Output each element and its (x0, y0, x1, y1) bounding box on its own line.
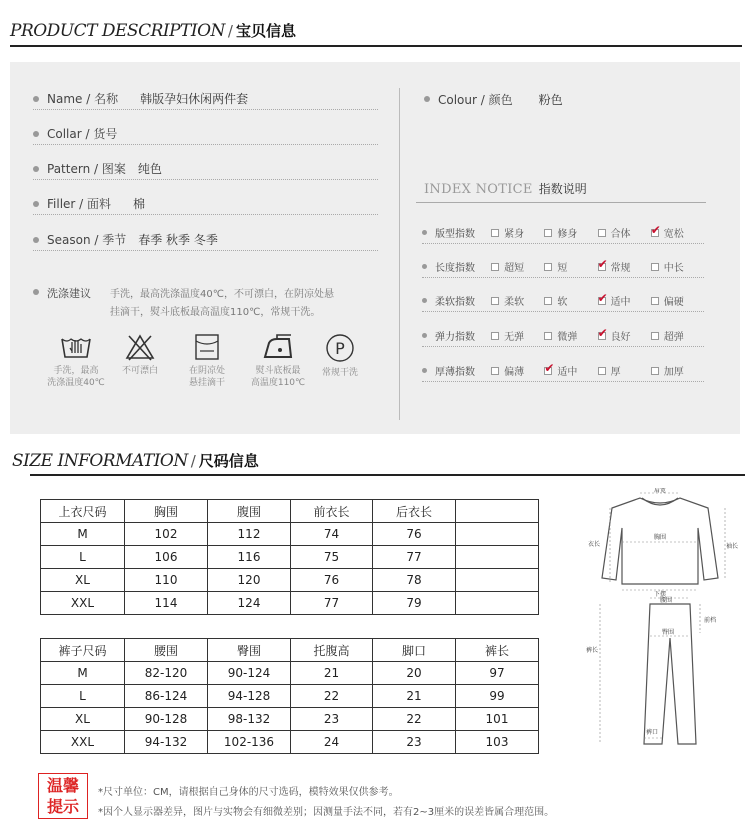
index-option (544, 259, 597, 274)
index-option (598, 293, 651, 308)
table-cell: 21 (291, 662, 373, 685)
table-cell: 75 (291, 546, 373, 569)
checkmark-icon (651, 229, 659, 237)
table-cell: 22 (373, 708, 456, 731)
index-option (491, 259, 544, 274)
checkmark-icon (598, 297, 606, 305)
table-cell: 90-128 (125, 708, 208, 731)
dry-clean-icon (323, 333, 357, 363)
table-cell: 112 (208, 523, 291, 546)
option-label: 中长 (663, 263, 684, 274)
bullet-icon (33, 237, 39, 243)
attr-name (33, 88, 378, 110)
checkbox-icon (598, 229, 606, 237)
option-label: 紧身 (504, 229, 525, 240)
index-row (422, 290, 704, 312)
table-cell: 22 (291, 685, 373, 708)
table-cell: 23 (373, 731, 456, 754)
bullet-icon (422, 298, 427, 303)
bullet-icon (424, 96, 430, 102)
index-option (651, 293, 704, 308)
bullet-icon (422, 333, 427, 338)
table-row (41, 569, 539, 592)
attr-colour (424, 88, 709, 110)
table-cell: L (41, 685, 125, 708)
care-caption: 手洗，最高 (53, 366, 99, 376)
checkbox-icon (491, 367, 499, 375)
table-header-cell: 腰围 (125, 639, 208, 662)
table-cell (456, 546, 539, 569)
care-caption: 熨斗底板最 (255, 366, 301, 376)
checkbox-icon (544, 229, 552, 237)
care-caption: 洗涤温度40℃ (47, 378, 105, 388)
option-label: 厚 (610, 367, 621, 378)
product-description-title (10, 20, 296, 41)
table-row (41, 546, 539, 569)
table-header-cell: 腹围 (208, 500, 291, 523)
bullet-icon (33, 166, 39, 172)
option-label: 无弹 (504, 332, 525, 343)
attr-label: Filler / 面料 (47, 197, 112, 211)
care-caption: 在阴凉处 (188, 366, 225, 376)
index-label: 柔软指数 (435, 297, 475, 308)
table-cell: 23 (291, 708, 373, 731)
panel-divider (399, 88, 400, 420)
table-cell: M (41, 662, 125, 685)
bullet-icon (422, 368, 427, 373)
table-row (41, 662, 539, 685)
index-row (422, 256, 704, 278)
attr-season (33, 229, 378, 251)
attr-pattern (33, 158, 378, 180)
table-cell: XXL (41, 731, 125, 754)
option-label: 超短 (504, 263, 525, 274)
table-header-cell: 臀围 (208, 639, 291, 662)
table-header-cell: 上衣尺码 (41, 500, 125, 523)
index-label: 版型指数 (435, 229, 475, 240)
table-cell: 102 (125, 523, 208, 546)
option-label: 常规 (610, 263, 631, 274)
table-cell (456, 569, 539, 592)
option-label: 合体 (610, 229, 631, 240)
checkmark-icon (598, 332, 606, 340)
wash-line-2: 挂滴干，熨斗底板最高温度110℃，常规干洗。 (110, 307, 321, 318)
figure-label: 肩宽 (654, 488, 667, 494)
table-header-row (41, 500, 539, 523)
index-option (598, 328, 651, 343)
wash-line-1: 手洗，最高洗涤温度40℃，不可漂白，在阴凉处悬 (110, 289, 334, 300)
top-size-table (40, 499, 539, 615)
table-row (41, 592, 539, 615)
care-caption: 常规干洗 (321, 368, 358, 378)
section-title-sep: / (227, 22, 233, 40)
tip-badge-line: 温馨 (46, 776, 79, 795)
table-cell: XL (41, 708, 125, 731)
warm-tips-badge (38, 773, 88, 819)
table-cell: XL (41, 569, 125, 592)
table-row (41, 708, 539, 731)
no-bleach-icon (123, 333, 157, 361)
table-header-cell (456, 500, 539, 523)
pants-size-table (40, 638, 539, 754)
table-cell: 86-124 (125, 685, 208, 708)
table-header-cell: 脚口 (373, 639, 456, 662)
table-header-cell: 前衣长 (291, 500, 373, 523)
checkbox-icon (491, 263, 499, 271)
index-row (422, 325, 704, 347)
checkbox-icon (598, 367, 606, 375)
option-label: 微弹 (557, 332, 578, 343)
attr-label: Season / 季节 (47, 233, 127, 247)
table-cell: 97 (456, 662, 539, 685)
option-label: 柔软 (504, 297, 525, 308)
section-rule (10, 45, 742, 47)
bullet-icon (33, 289, 39, 295)
index-option (598, 363, 651, 378)
bullet-icon (33, 201, 39, 207)
table-cell: 82-120 (125, 662, 208, 685)
table-row (41, 523, 539, 546)
checkbox-icon (651, 297, 659, 305)
option-label: 适中 (557, 367, 578, 378)
index-option (544, 363, 597, 378)
hang-dry-icon (190, 333, 224, 361)
index-label: 弹力指数 (435, 332, 475, 343)
option-label: 宽松 (663, 229, 684, 240)
table-cell: 124 (208, 592, 291, 615)
option-label: 软 (557, 297, 568, 308)
table-cell: 76 (291, 569, 373, 592)
checkbox-icon (544, 332, 552, 340)
figure-label: 下摆 (654, 591, 667, 598)
care-caption: 高温度110℃ (250, 378, 306, 388)
option-label: 适中 (610, 297, 631, 308)
option-label: 加厚 (663, 367, 684, 378)
colour-label: Colour / 颜色 (438, 92, 513, 107)
tip-badge-line: 提示 (46, 797, 79, 816)
option-label: 短 (557, 263, 568, 274)
care-dry-clean (300, 333, 380, 379)
section-title-en: SIZE INFORMATION (12, 451, 188, 471)
index-option (598, 225, 651, 240)
attr-filler (33, 193, 378, 215)
index-option (491, 363, 544, 378)
option-label: 超弹 (663, 332, 684, 343)
checkmark-icon (544, 367, 552, 375)
index-option (651, 328, 704, 343)
table-cell: 24 (291, 731, 373, 754)
attr-value: 纯色 (137, 162, 162, 176)
bullet-icon (33, 131, 39, 137)
section-rule (30, 474, 745, 476)
table-cell: 98-132 (208, 708, 291, 731)
table-cell: 76 (373, 523, 456, 546)
table-cell: 21 (373, 685, 456, 708)
index-title-cn: 指数说明 (538, 182, 587, 196)
index-option (491, 225, 544, 240)
table-cell: 114 (125, 592, 208, 615)
section-title-en: PRODUCT DESCRIPTION (10, 21, 225, 41)
index-option (651, 225, 704, 240)
colour-value: 粉色 (538, 92, 563, 107)
attr-collar (33, 123, 378, 145)
table-cell: 77 (373, 546, 456, 569)
table-header-row (41, 639, 539, 662)
attr-label: Collar / 货号 (47, 127, 118, 141)
table-cell: 20 (373, 662, 456, 685)
checkbox-icon (491, 297, 499, 305)
table-header-cell: 后衣长 (373, 500, 456, 523)
attr-value: 春季 秋季 冬季 (138, 233, 218, 247)
index-option (651, 363, 704, 378)
table-cell: XXL (41, 592, 125, 615)
checkbox-icon (544, 297, 552, 305)
care-caption: 悬挂滴干 (188, 378, 225, 388)
table-cell: 120 (208, 569, 291, 592)
index-label: 长度指数 (435, 263, 475, 274)
index-option (491, 293, 544, 308)
index-option (491, 328, 544, 343)
table-cell: 94-128 (208, 685, 291, 708)
table-cell: 94-132 (125, 731, 208, 754)
table-cell: L (41, 546, 125, 569)
index-title-en: INDEX NOTICE (424, 182, 533, 197)
attr-value: 棉 (133, 197, 146, 211)
option-label: 良好 (610, 332, 631, 343)
index-rule (416, 202, 706, 203)
index-row (422, 222, 704, 244)
figure-label: 袖长 (726, 543, 739, 550)
table-cell: 74 (291, 523, 373, 546)
care-hang-dry (167, 333, 247, 389)
index-option (651, 259, 704, 274)
table-row (41, 685, 539, 708)
section-title-sep: / (190, 452, 196, 470)
tip-line-2: *因个人显示器差异，图片与实物会有细微差别；因测量手法不同，若有2~3厘米的误差皆属合理范围。 (98, 807, 555, 818)
checkbox-icon (491, 332, 499, 340)
table-cell: 78 (373, 569, 456, 592)
option-label: 修身 (557, 229, 578, 240)
figure-label: 臀围 (662, 629, 675, 636)
iron-icon (261, 333, 295, 361)
table-cell: 116 (208, 546, 291, 569)
checkbox-icon (651, 263, 659, 271)
index-option (544, 293, 597, 308)
care-caption: 不可漂白 (121, 366, 158, 376)
figure-label: 前档 (704, 617, 717, 624)
hand-wash-icon (59, 333, 93, 361)
table-cell: 79 (373, 592, 456, 615)
figure-label: 裤口 (646, 729, 659, 736)
index-label: 厚薄指数 (435, 367, 475, 378)
checkmark-icon (598, 263, 606, 271)
table-cell: 90-124 (208, 662, 291, 685)
option-label: 偏硬 (663, 297, 684, 308)
table-cell: 102-136 (208, 731, 291, 754)
wash-label: 洗涤建议 (47, 287, 91, 300)
section-title-cn: 宝贝信息 (235, 22, 296, 40)
bullet-icon (422, 264, 427, 269)
table-header-cell: 裤子尺码 (41, 639, 125, 662)
bullet-icon (33, 96, 39, 102)
size-information-title (12, 450, 259, 471)
figure-label: 裤长 (586, 647, 599, 654)
table-cell: 101 (456, 708, 539, 731)
table-cell (456, 523, 539, 546)
figure-label: 衣长 (588, 541, 601, 548)
table-cell: M (41, 523, 125, 546)
checkbox-icon (544, 263, 552, 271)
index-row (422, 360, 704, 382)
tip-line-1: *尺寸单位：CM，请根据自己身体的尺寸选码，模特效果仅供参考。 (98, 787, 399, 798)
table-header-cell: 胸围 (125, 500, 208, 523)
table-cell: 106 (125, 546, 208, 569)
index-notice-title (424, 180, 587, 197)
bullet-icon (422, 230, 427, 235)
section-title-cn: 尺码信息 (198, 452, 259, 470)
table-cell: 103 (456, 731, 539, 754)
table-header-cell: 托腹高 (291, 639, 373, 662)
checkbox-icon (651, 332, 659, 340)
table-cell: 99 (456, 685, 539, 708)
garment-measurement-figure (580, 488, 740, 748)
index-option (598, 259, 651, 274)
svg-text:P: P (335, 339, 345, 358)
attr-value: 韩版孕妇休闲两件套 (140, 92, 249, 106)
index-option (544, 328, 597, 343)
attr-label: Name / 名称 (47, 92, 119, 106)
checkbox-icon (491, 229, 499, 237)
figure-label: 腰围 (660, 597, 673, 604)
table-cell (456, 592, 539, 615)
table-header-cell: 裤长 (456, 639, 539, 662)
checkbox-icon (651, 367, 659, 375)
attr-label: Pattern / 图案 (47, 162, 126, 176)
figure-label: 胸围 (654, 534, 667, 541)
index-option (544, 225, 597, 240)
table-row (41, 731, 539, 754)
table-cell: 110 (125, 569, 208, 592)
option-label: 偏薄 (504, 367, 525, 378)
table-cell: 77 (291, 592, 373, 615)
